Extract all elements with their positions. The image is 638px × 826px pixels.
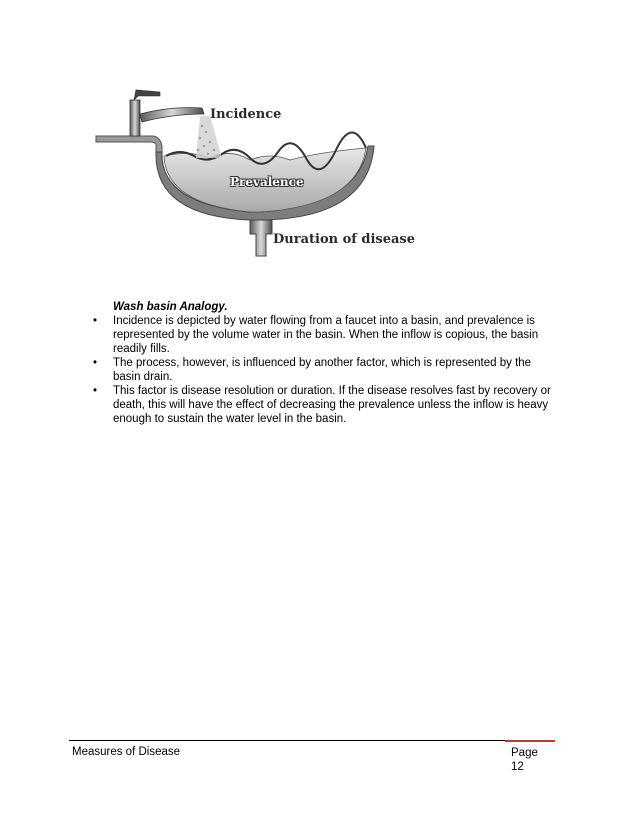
bullet-item — [91, 356, 561, 384]
bullet-list — [91, 314, 561, 426]
footer-accent-line — [505, 740, 555, 742]
drain-pipe — [250, 220, 272, 256]
page-number — [511, 746, 538, 774]
duration-label: Duration of disease — [273, 232, 416, 247]
water-stream — [196, 116, 222, 158]
basin-rim — [96, 136, 162, 152]
incidence-label: Incidence — [210, 107, 282, 122]
bullet-item — [91, 384, 561, 426]
body-text — [91, 300, 561, 426]
page-number-value: 12 — [511, 761, 524, 773]
page-label: Page — [511, 747, 538, 759]
bullet-text: This factor is disease resolution or duration. If the disease resolves fast by recovery or death, this will have the effect of decreasing the prevalence unless the inflow is heavy enough to sustain the water level in the basin. — [113, 385, 551, 425]
bullet-icon: • — [93, 315, 98, 327]
bullet-icon: • — [93, 385, 98, 397]
footer-divider — [69, 740, 555, 741]
prevalence-label: Prevalence — [230, 175, 304, 189]
footer-title: Measures of Disease — [72, 746, 181, 758]
bullet-text: Incidence is depicted by water flowing from a faucet into a basin, and prevalence is represented by the volume water in the basin. When the inflow is copious, the basin readily fills. — [113, 315, 539, 355]
bullet-item — [91, 314, 561, 356]
bullet-icon: • — [93, 357, 98, 369]
faucet-icon — [130, 90, 204, 136]
bullet-text: The process, however, is influenced by another factor, which is represented by the basin drain. — [113, 357, 532, 383]
section-heading: Wash basin Analogy. — [113, 301, 228, 313]
